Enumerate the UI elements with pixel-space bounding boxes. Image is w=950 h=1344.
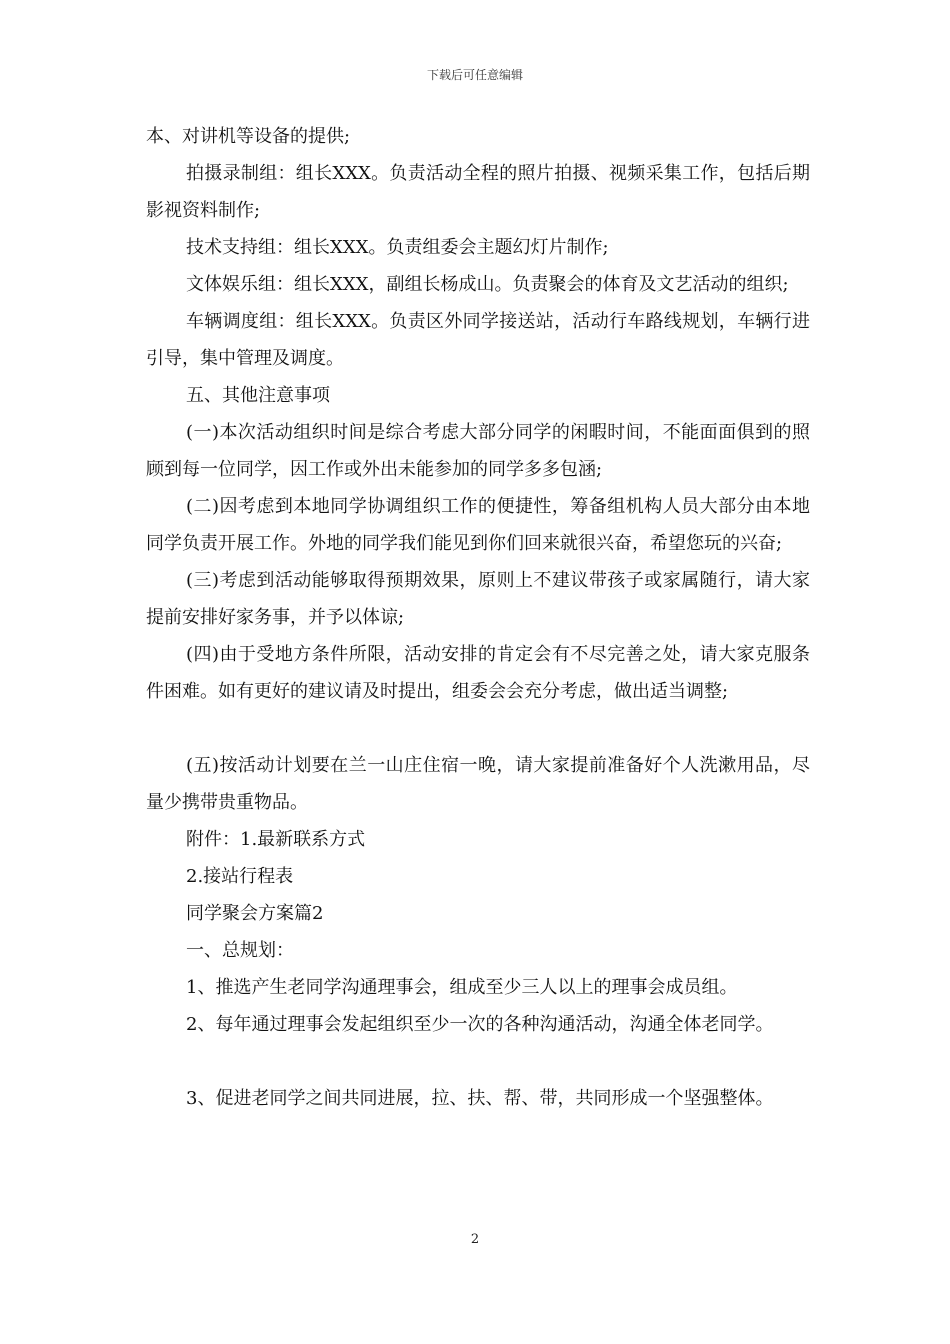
section-heading: 五、其他注意事项 xyxy=(186,385,330,406)
paragraph: 拍摄录制组：组长XXX。负责活动全程的照片拍摄、视频采集工作，包括后期影视资料制作; xyxy=(146,163,810,221)
section-heading: 一、总规划： xyxy=(186,940,294,961)
document-body xyxy=(146,118,810,1117)
paragraph: (五)按活动计划要在兰一山庄住宿一晚，请大家提前准备好个人洗漱用品，尽量少携带贵重物品。 xyxy=(146,755,810,813)
paragraph: (一)本次活动组织时间是综合考虑大部分同学的闲暇时间，不能面面俱到的照顾到每一位同学，因工作或外出未能参加的同学多多包涵; xyxy=(146,422,810,480)
page-header: 下载后可任意编辑 xyxy=(426,68,523,82)
paragraph: 文体娱乐组：组长XXX，副组长杨成山。负责聚会的体育及文艺活动的组织; xyxy=(186,274,789,295)
paragraph: 车辆调度组：组长XXX。负责区外同学接送站，活动行车路线规划，车辆行进引导，集中管理及调度。 xyxy=(146,311,810,369)
paragraph: 本、对讲机等设备的提供; xyxy=(146,126,351,147)
list-item: 1、推选产生老同学沟通理事会，组成至少三人以上的理事会成员组。 xyxy=(186,977,738,998)
paragraph: 附件：1.最新联系方式 xyxy=(186,829,366,850)
list-item: 2、每年通过理事会发起组织至少一次的各种沟通活动，沟通全体老同学。 xyxy=(186,1014,774,1035)
paragraph: (二)因考虑到本地同学协调组织工作的便捷性，筹备组机构人员大部分由本地同学负责开展工作。外地的同学我们能见到你们回来就很兴奋，希望您玩的兴奋; xyxy=(146,496,810,554)
list-item: 3、促进老同学之间共同进展，拉、扶、帮、带，共同形成一个坚强整体。 xyxy=(186,1088,774,1109)
paragraph: (三)考虑到活动能够取得预期效果，原则上不建议带孩子或家属随行，请大家提前安排好家务事，并予以体谅; xyxy=(146,570,810,628)
page-number: 2 xyxy=(470,1232,480,1247)
paragraph: 技术支持组：组长XXX。负责组委会主题幻灯片制作; xyxy=(186,237,609,258)
paragraph: (四)由于受地方条件所限，活动安排的肯定会有不尽完善之处，请大家克服条件困难。如有更好的建议请及时提出，组委会会充分考虑，做出适当调整; xyxy=(146,644,810,702)
paragraph: 2.接站行程表 xyxy=(186,866,294,887)
section-heading: 同学聚会方案篇2 xyxy=(186,903,324,924)
